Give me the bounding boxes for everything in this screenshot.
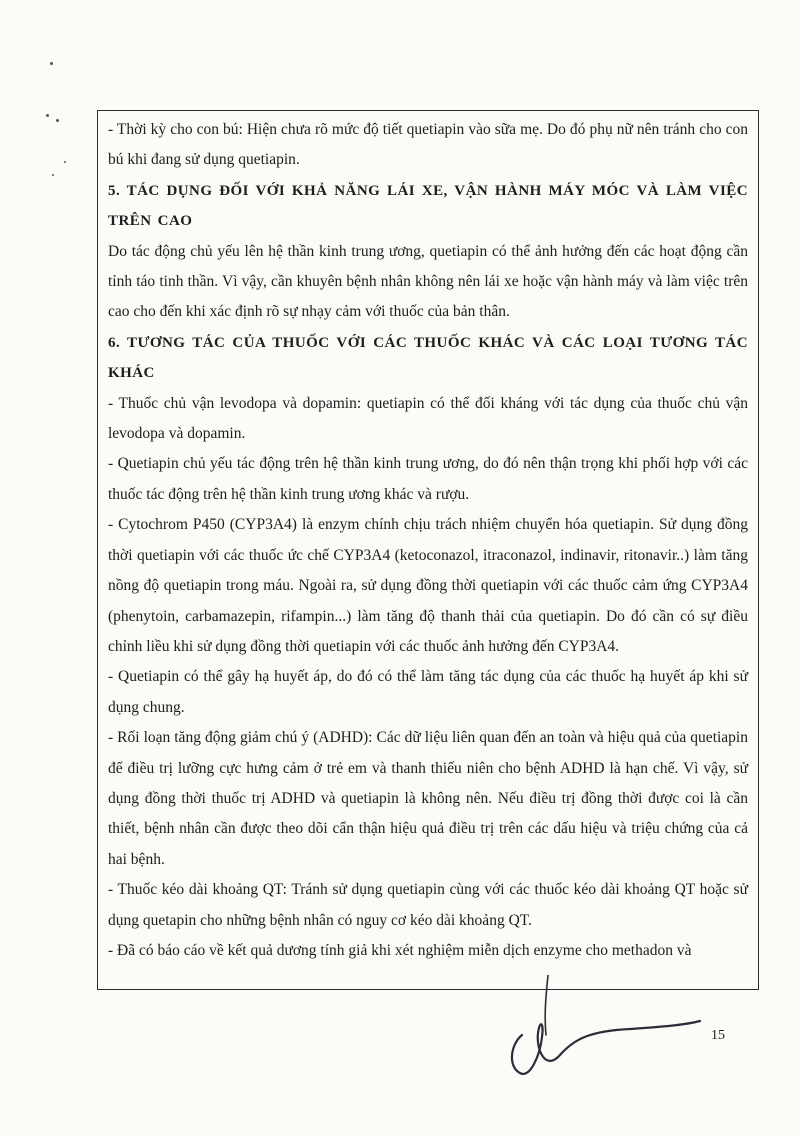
document-body [108, 115, 748, 966]
heading-section-6: 6. TƯƠNG TÁC CỦA THUỐC VỚI CÁC THUỐC KHÁC VÀ CÁC LOẠI TƯƠNG TÁC KHÁC [108, 334, 748, 382]
paragraph-cyp3a4: - Cytochrom P450 (CYP3A4) là enzym chính chịu trách nhiệm chuyển hóa quetiapin. Sử dụng đồng thời quetiapin với các thuốc ức chế CYP3A4 (ketoconazol, itraconazol, indinavir, ritonavir..) làm tăng nồng độ quetiapin trong máu. Ngoài ra, sử dụng đồng thời quetiapin với các thuốc cảm ứng CYP3A4 (phenytoin, carbamazepin, rifampin...) làm tăng độ thanh thải của quetiapin. Do đó cần có sự điều chỉnh liều khi sử dụng đồng thời quetiapin với các thuốc ảnh hưởng đến CYP3A4. [108, 516, 748, 655]
paragraph-qt: - Thuốc kéo dài khoảng QT: Tránh sử dụng quetiapin cùng với các thuốc kéo dài khoảng QT hoặc sử dụng quetapin cho những bệnh nhân có nguy cơ kéo dài khoảng QT. [108, 881, 748, 929]
paragraph-cns: - Quetiapin chủ yếu tác động trên hệ thần kinh trung ương, do đó nên thận trọng khi phối hợp với các thuốc tác động trên hệ thần kinh trung ương khác và rượu. [108, 455, 748, 503]
content-frame [97, 110, 759, 990]
scan-speck [56, 119, 59, 122]
page-number: 15 [711, 1028, 725, 1043]
scan-speck [52, 174, 54, 176]
scan-speck [64, 161, 66, 163]
signature-mark [500, 975, 720, 1095]
paragraph-hypotension: - Quetiapin có thể gây hạ huyết áp, do đó có thể làm tăng tác dụng của các thuốc hạ huyết áp khi sử dụng chung. [108, 668, 748, 716]
scan-speck [50, 62, 53, 65]
paragraph-immunoassay: - Đã có báo cáo về kết quả dương tính giả khi xét nghiệm miễn dịch enzyme cho methadon và [108, 941, 692, 959]
heading-section-5: 5. TÁC DỤNG ĐỐI VỚI KHẢ NĂNG LÁI XE, VẬN HÀNH MÁY MÓC VÀ LÀM VIỆC TRÊN CAO [108, 182, 748, 230]
paragraph-driving: Do tác động chủ yếu lên hệ thần kinh trung ương, quetiapin có thể ảnh hưởng đến các hoạt động cần tỉnh táo tinh thần. Vì vậy, cần khuyên bệnh nhân không nên lái xe hoặc vận hành máy và làm việc trên cao cho đến khi xác định rõ sự nhạy cảm với thuốc của bản thân. [108, 242, 748, 321]
paragraph-adhd: - Rối loạn tăng động giảm chú ý (ADHD): Các dữ liệu liên quan đến an toàn và hiệu quả của quetiapin để điều trị lưỡng cực hưng cảm ở trẻ em và thanh thiếu niên cho bệnh ADHD là hạn chế. Vì vậy, sử dụng đồng thời thuốc trị ADHD và quetiapin là không nên. Nếu điều trị đồng thời được coi là cần thiết, bệnh nhân cần được theo dõi cẩn thận hiệu quả điều trị trên các dấu hiệu và triệu chứng của cả hai bệnh. [108, 729, 748, 868]
paragraph-breastfeeding: - Thời kỳ cho con bú: Hiện chưa rõ mức độ tiết quetiapin vào sữa mẹ. Do đó phụ nữ nên tránh cho con bú khi đang sử dụng quetiapin. [108, 121, 748, 169]
paragraph-levodopa: - Thuốc chủ vận levodopa và dopamin: quetiapin có thể đối kháng với tác dụng của thuốc chủ vận levodopa và dopamin. [108, 394, 748, 443]
scan-speck [46, 114, 49, 117]
